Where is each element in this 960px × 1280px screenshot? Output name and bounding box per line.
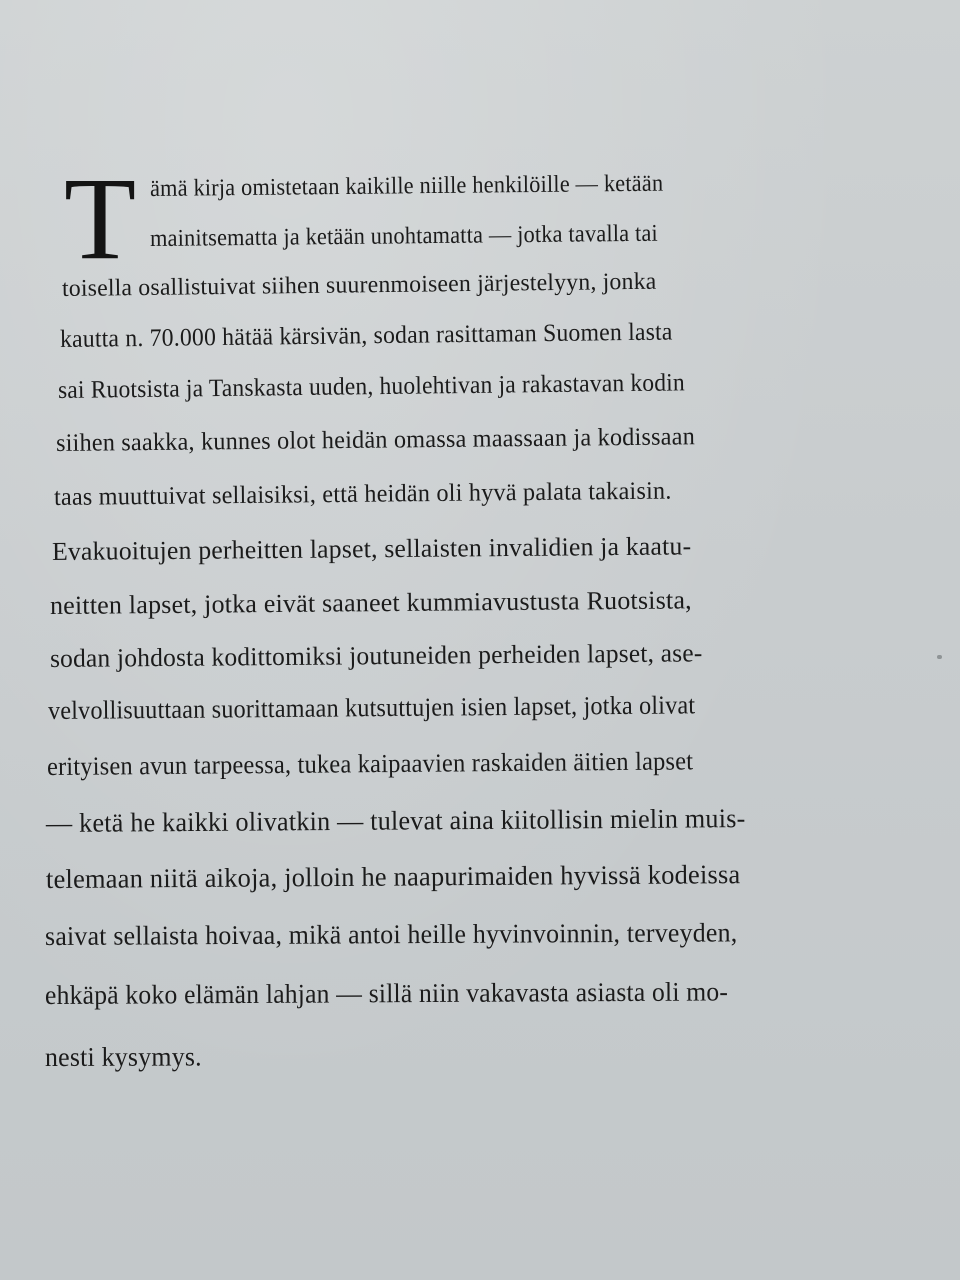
text-line: velvollisuuttaan suorittamaan kutsuttujen isien lapset, jotka olivat — [47, 690, 696, 725]
text-line: kautta n. 70.000 hätää kärsivän, sodan rasittaman Suomen lasta — [59, 318, 673, 353]
text-line: neitten lapset, jotka eivät saaneet kummiavustusta Ruotsista, — [49, 585, 692, 620]
text-line: siihen saakka, kunnes olot heidän omassa maassaan ja kodissaan — [55, 423, 696, 457]
text-line: nesti kysymys. — [44, 1041, 202, 1072]
text-line: mainitsematta ja ketään unohtamatta — jotka tavalla tai — [149, 220, 659, 252]
text-line: ehkäpä koko elämän lahjan — sillä niin vakavasta asiasta oli mo- — [44, 976, 729, 1010]
text-line: saivat sellaista hoivaa, mikä antoi heille hyvinvoinnin, terveyden, — [44, 917, 738, 951]
text-line: ämä kirja omistetaan kaikille niille henkilöille — ketään — [149, 170, 664, 202]
text-line: toisella osallistuivat siihen suurenmoiseen järjestelyyn, jonka — [61, 268, 657, 302]
text-line: erityisen avun tarpeessa, tukea kaipaavien raskaiden äitien lapset — [46, 746, 694, 781]
text-line: Evakuoitujen perheitten lapset, sellaisten invalidien ja kaatu- — [51, 531, 692, 566]
text-line: taas muuttuivat sellaisiksi, että heidän oli hyvä palata takaisin. — [53, 477, 672, 511]
text-line: sai Ruotsista ja Tanskasta uuden, huolehtivan ja rakastavan kodin — [57, 369, 686, 404]
text-line: sodan johdosta kodittomiksi joutuneiden perheiden lapset, ase- — [49, 638, 703, 673]
drop-cap: T — [64, 153, 137, 284]
text-line: telemaan niitä aikoja, jolloin he naapurimaiden hyvissä kodeissa — [45, 859, 741, 894]
text-line: — ketä he kaikki olivatkin — tulevat aina kiitollisin mielin muis- — [45, 803, 746, 838]
paper-speck — [937, 655, 942, 659]
